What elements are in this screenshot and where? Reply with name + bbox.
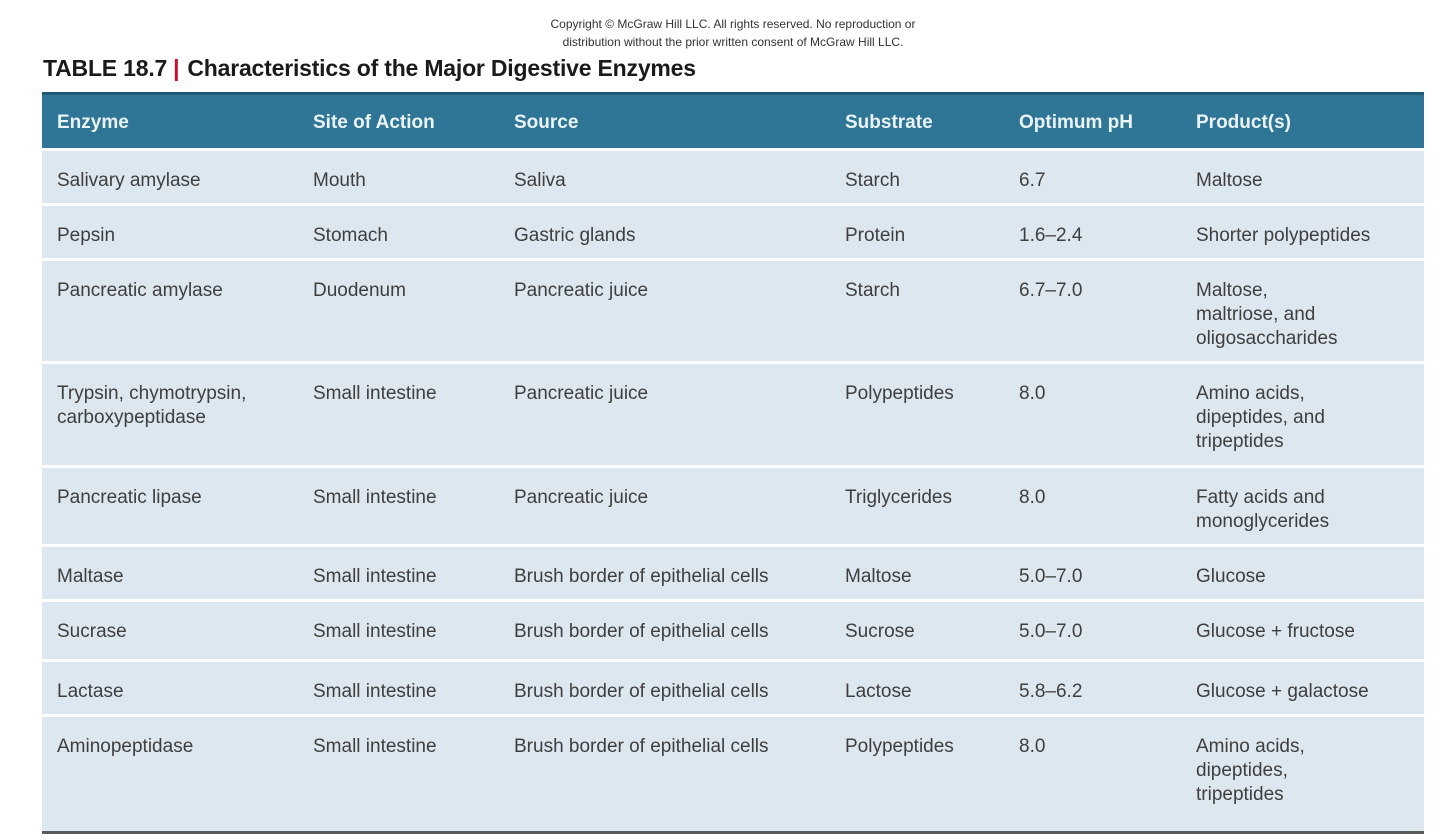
cell-products: Glucose + fructose — [1196, 621, 1355, 642]
column-header-substrate: Substrate — [845, 112, 933, 133]
cell-optimum-ph: 8.0 — [1019, 487, 1046, 508]
cell-products: Maltose — [1196, 170, 1263, 191]
enzyme-table — [42, 92, 1424, 834]
cell-substrate: Polypeptides — [845, 736, 954, 757]
cell-site-of-action: Small intestine — [313, 487, 437, 508]
table-row — [42, 261, 1424, 361]
cell-enzyme: Salivary amylase — [57, 170, 201, 191]
table-row — [42, 468, 1424, 544]
cell-substrate: Lactose — [845, 681, 912, 702]
cell-source: Brush border of epithelial cells — [514, 736, 769, 757]
cell-products: Amino acids, dipeptides, and tripeptides — [1196, 383, 1325, 452]
table-row — [42, 547, 1424, 599]
cell-site-of-action: Small intestine — [313, 383, 437, 404]
cell-source: Gastric glands — [514, 225, 636, 246]
cell-optimum-ph: 6.7 — [1019, 170, 1046, 191]
cell-source: Pancreatic juice — [514, 280, 649, 301]
cell-optimum-ph: 5.8–6.2 — [1019, 681, 1083, 702]
column-header-products: Product(s) — [1196, 112, 1291, 133]
cell-source: Brush border of epithelial cells — [514, 681, 769, 702]
cell-site-of-action: Small intestine — [313, 681, 437, 702]
cell-products: Glucose — [1196, 566, 1266, 587]
cell-enzyme: Aminopeptidase — [57, 736, 194, 757]
cell-site-of-action: Small intestine — [313, 736, 437, 757]
column-header-source: Source — [514, 112, 579, 133]
table-row — [42, 717, 1424, 831]
cell-products: Glucose + galactose — [1196, 681, 1369, 702]
table-row — [42, 364, 1424, 465]
cell-source: Pancreatic juice — [514, 487, 649, 508]
cell-substrate: Polypeptides — [845, 383, 954, 404]
cell-substrate: Starch — [845, 170, 900, 191]
cell-source: Pancreatic juice — [514, 383, 649, 404]
cell-substrate: Triglycerides — [845, 487, 952, 508]
cell-enzyme: Lactase — [57, 681, 124, 702]
cell-site-of-action: Small intestine — [313, 566, 437, 587]
copyright-line-1: Copyright © McGraw Hill LLC. All rights reserved. No reproduction or — [550, 17, 916, 31]
cell-optimum-ph: 5.0–7.0 — [1019, 566, 1083, 587]
cell-site-of-action: Mouth — [313, 170, 366, 191]
cell-source: Saliva — [514, 170, 566, 191]
cell-enzyme: Pancreatic lipase — [57, 487, 202, 508]
table-row — [42, 662, 1424, 714]
cell-optimum-ph: 5.0–7.0 — [1019, 621, 1083, 642]
cell-source: Brush border of epithelial cells — [514, 621, 769, 642]
table-row — [42, 602, 1424, 659]
table-title — [43, 55, 696, 82]
copyright-line-2: distribution without the prior written consent of McGraw Hill LLC. — [562, 35, 904, 49]
cell-substrate: Maltose — [845, 566, 912, 587]
cell-site-of-action: Duodenum — [313, 280, 406, 301]
cell-products: Amino acids, dipeptides, tripeptides — [1196, 736, 1305, 805]
column-header-site-of-action: Site of Action — [313, 112, 435, 133]
cell-enzyme: Pancreatic amylase — [57, 280, 223, 301]
column-header-optimum-ph: Optimum pH — [1019, 112, 1133, 133]
cell-source: Brush border of epithelial cells — [514, 566, 769, 587]
cell-optimum-ph: 1.6–2.4 — [1019, 225, 1083, 246]
table-row — [42, 206, 1424, 258]
cell-enzyme: Maltase — [57, 566, 124, 587]
cell-products: Fatty acids and monoglycerides — [1196, 487, 1330, 532]
copyright-notice — [0, 15, 1440, 51]
cell-optimum-ph: 8.0 — [1019, 736, 1046, 757]
cell-products: Shorter polypeptides — [1196, 225, 1371, 246]
cell-enzyme: Trypsin, chymotrypsin, carboxypeptidase — [57, 383, 247, 428]
cell-substrate: Protein — [845, 225, 906, 246]
cell-optimum-ph: 6.7–7.0 — [1019, 280, 1083, 301]
cell-site-of-action: Small intestine — [313, 621, 437, 642]
cell-substrate: Starch — [845, 280, 900, 301]
cell-optimum-ph: 8.0 — [1019, 383, 1046, 404]
cell-products: Maltose, maltriose, and oligosaccharides — [1196, 280, 1338, 349]
table-row — [42, 151, 1424, 203]
cell-enzyme: Sucrase — [57, 621, 127, 642]
column-header-enzyme: Enzyme — [57, 112, 129, 133]
table-title-text: Characteristics of the Major Digestive Enzymes — [187, 55, 696, 81]
table-header-row — [42, 92, 1424, 148]
title-separator: | — [173, 55, 180, 81]
table-number: TABLE 18.7 — [43, 55, 168, 81]
cell-site-of-action: Stomach — [313, 225, 388, 246]
cell-enzyme: Pepsin — [57, 225, 116, 246]
cell-substrate: Sucrose — [845, 621, 915, 642]
